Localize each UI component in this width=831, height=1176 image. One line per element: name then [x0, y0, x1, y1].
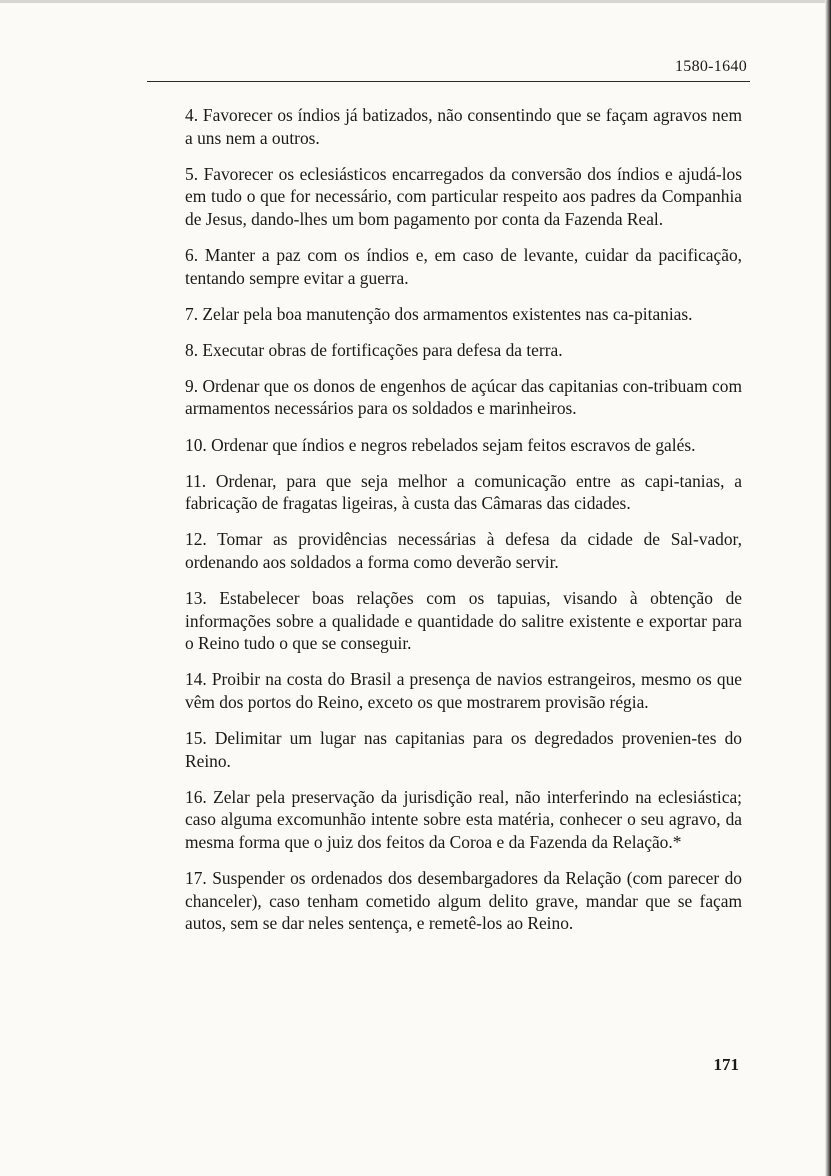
- list-item: [185, 587, 742, 655]
- list-item: [185, 727, 742, 772]
- item-text: 12. Tomar as providências necessárias à defesa da cidade de Sal-vador, ordenando aos soldados a forma como deverão servir.: [185, 529, 742, 572]
- item-text: 5. Favorecer os eclesiásticos encarregados da conversão dos índios e ajudá-los em tudo o que for necessário, com particular respeito aos padres da Companhia de Jesus, dando-lhes um bom pagamento por conta da Fazenda Real.: [185, 163, 742, 229]
- list-item: [185, 470, 742, 515]
- item-text: 7. Zelar pela boa manutenção dos armamentos existentes nas ca-pitanias.: [185, 303, 693, 324]
- margin-speck: [30, 205, 36, 215]
- list-item: [185, 339, 742, 362]
- item-text: 16. Zelar pela preservação da jurisdição real, não interferindo na eclesiástica; caso alguma excomunhão intente sobre esta matéria, conhecer o seu agravo, da mesma forma que o juiz dos feitos da Coroa e da Fazenda da Relação.*: [185, 786, 742, 852]
- item-text: 11. Ordenar, para que seja melhor a comunicação entre as capi-tanias, a fabricação de fragatas ligeiras, à custa das Câmaras das cidades.: [185, 470, 742, 514]
- margin-speck: [30, 550, 36, 560]
- item-text: 15. Delimitar um lugar nas capitanias para os degredados provenien-tes do Reino.: [185, 727, 742, 771]
- list-item: [185, 668, 742, 713]
- item-text: 14. Proibir na costa do Brasil a presença de navios estrangeiros, mesmo os que vêm dos portos do Reino, exceto os que mostrarem provisão régia.: [185, 669, 742, 712]
- item-text: 8. Executar obras de fortificações para defesa da terra.: [185, 339, 563, 360]
- item-text: 13. Estabelecer boas relações com os tapuias, visando à obtenção de informações sobre a qualidade e quantidade do salitre existente e exportar para o Reino tudo o que se conseguir.: [185, 588, 742, 654]
- scan-right-edge: [825, 0, 831, 1176]
- item-text: 6. Manter a paz com os índios e, em caso de levante, cuidar da pacificação, tentando sempre evitar a guerra.: [185, 244, 742, 288]
- regimento-item-list: [185, 104, 742, 948]
- list-item: [185, 786, 742, 854]
- margin-speck: [30, 300, 36, 310]
- list-item: [185, 528, 742, 573]
- header-rule: [147, 81, 750, 82]
- list-item: [185, 867, 742, 935]
- list-item: [185, 244, 742, 289]
- item-text: 9. Ordenar que os donos de engenhos de açúcar das capitanias con-tribuam com armamentos necessários para os soldados e marinheiros.: [185, 375, 742, 419]
- item-text: 10. Ordenar que índios e negros rebelados sejam feitos escravos de galés.: [185, 434, 696, 455]
- list-item: [185, 163, 742, 231]
- list-item: [185, 434, 742, 457]
- scan-top-edge: [0, 0, 831, 3]
- running-head: 1580-1640: [674, 58, 747, 75]
- item-text: 17. Suspender os ordenados dos desembargadores da Relação (com parecer do chanceler), caso tenham cometido algum delito grave, mandar que se façam autos, sem se dar neles sentença, e remetê-los ao Reino.: [185, 867, 742, 934]
- list-item: [185, 303, 742, 326]
- list-item: [185, 104, 742, 149]
- item-text: 4. Favorecer os índios já batizados, não consentindo que se façam agravos nem a uns nem a outros.: [185, 105, 742, 148]
- page-number: 171: [713, 1055, 739, 1074]
- list-item: [185, 375, 742, 420]
